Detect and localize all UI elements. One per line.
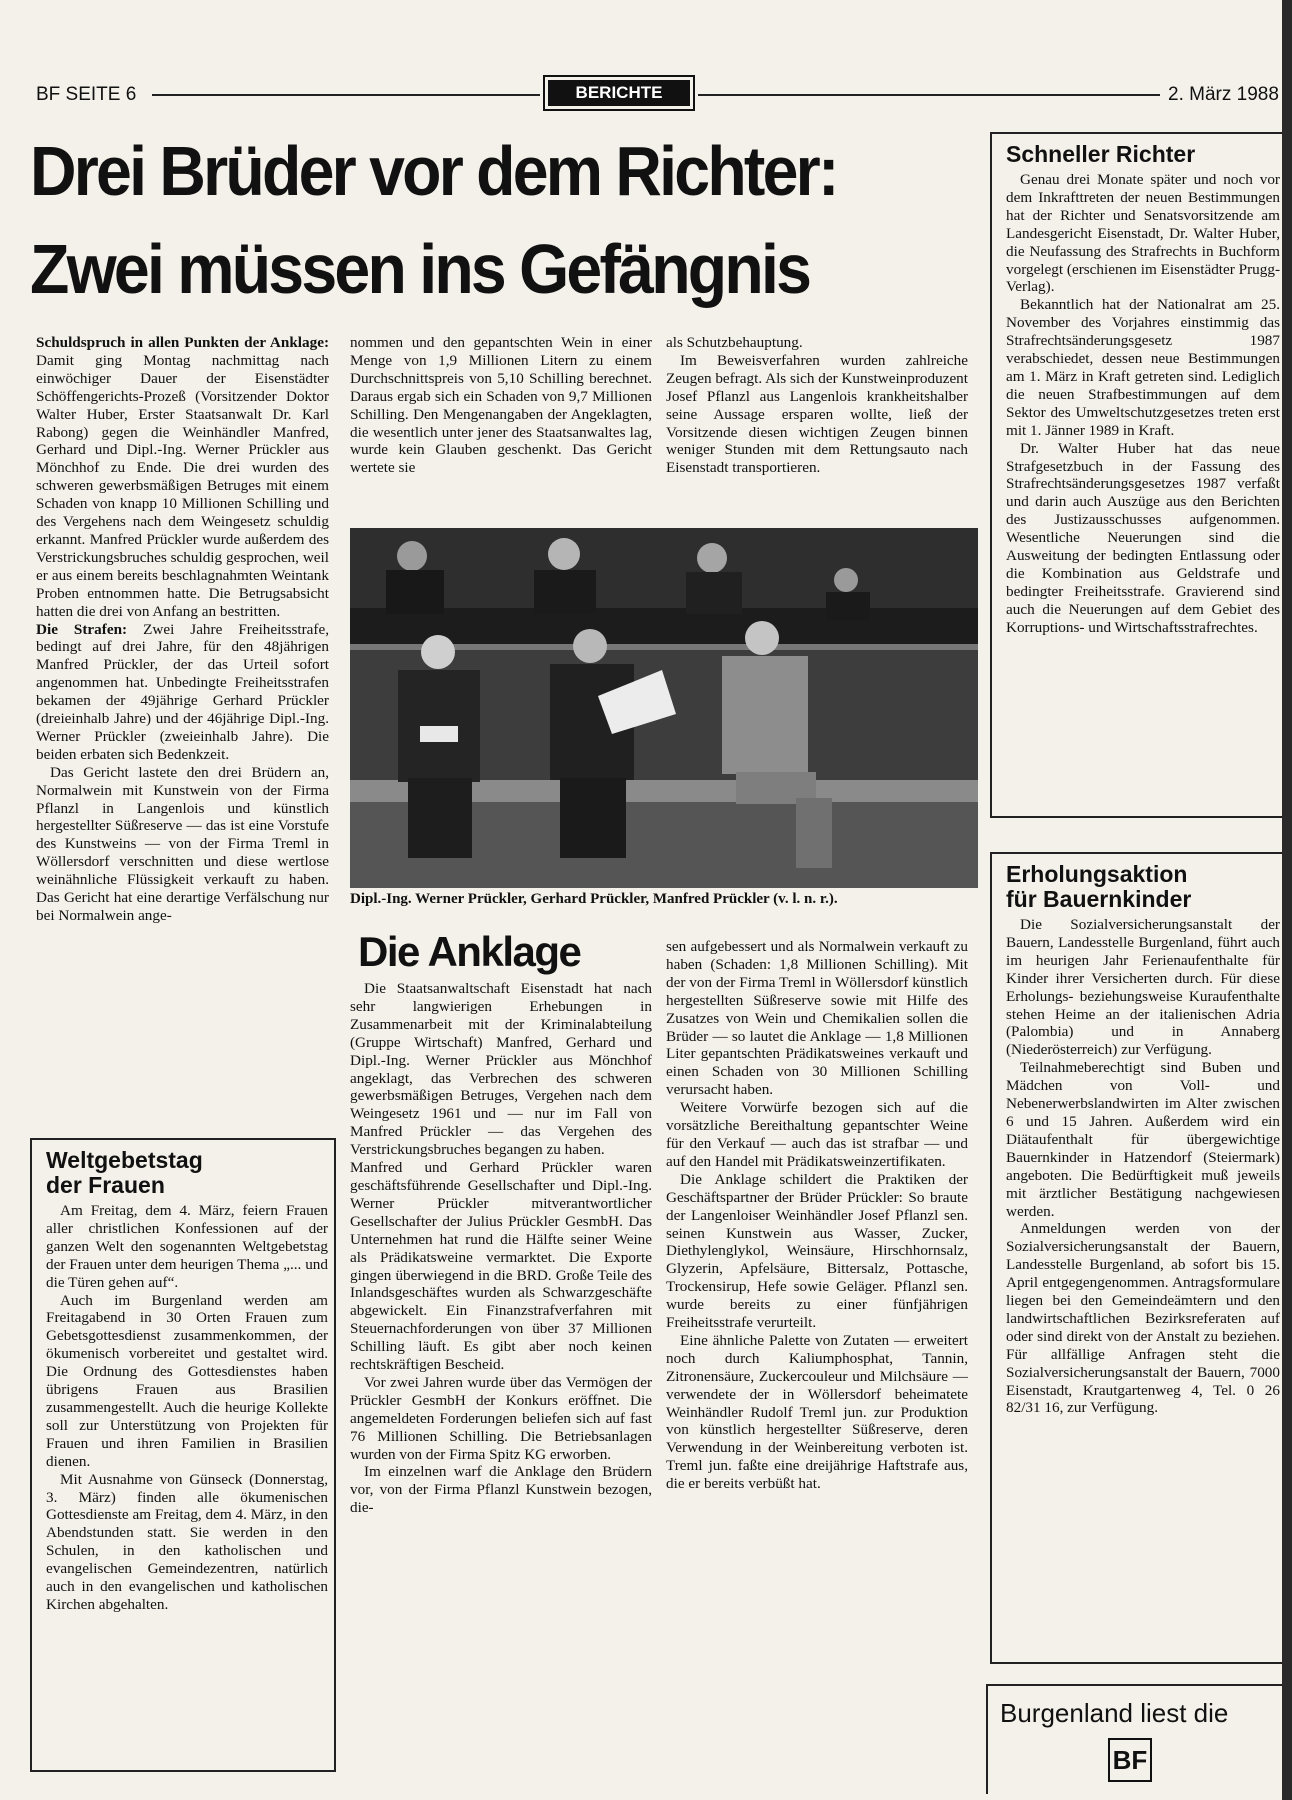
box-paragraph: Dr. Walter Huber hat das neue Strafgesetzbuch in der Fassung des Strafrechtsänderungsgesetzes 1987 verfaßt und darin auch Auszüge aus den Berichten des Justizausschusses aufgenommen. Wesentliche Neuerungen sind die Ausweitung der bedingten Entlassung oder die Kombination aus Geldstrafe und bedingter Freiheitsstrafe. Gravierend sind auch die Neuerungen auf dem Gebiet des Korruptions- und Wirtschaftsstrafrechtes. — [1006, 439, 1280, 636]
box-paragraph: Die Sozialversicherungsanstalt der Bauern, Landesstelle Burgenland, führt auch im heurigen Jahr Ferienaufenthalte für Kinder ihrer Versicherten durch. Für diese Erholungs- beziehungsweise Kuraufenthalte stehen Heime an der italienischen Adria (Palombia) und in Annaberg (Niederösterreich) zur Verfügung. — [1006, 916, 1280, 1059]
article-paragraph: Eine ähnliche Palette von Zutaten — erweitert noch durch Kaliumphosphat, Tannin, Zitronensäure, Zuckercouleur und Milchsäure — verwendete der in Wöllersdorf beheimatete Weinhändler Rudolf Treml jun. zur Produktion von künstlich hergestellter Süßreserve, deren Verwendung in der Weinbereitung verboten ist. Treml jun. faßte eine dreijährige Haftstrafe aus, die er bereits verbüßt hat. — [666, 1331, 968, 1493]
anklage-title: Die Anklage — [358, 928, 581, 975]
issue-date: 2. März 1988 — [1168, 84, 1279, 105]
anklage-column-1 — [350, 980, 652, 1517]
lead-strafen: Die Strafen: — [36, 620, 128, 638]
promo-box — [986, 1684, 1284, 1794]
article-column-2 — [350, 334, 652, 477]
article-paragraph: Die Anklage schildert die Praktiken der Geschäftspartner der Brüder Prückler: So braute der Langenloiser Weinhändler Josef Pflanzl sen. seinen Kunstwein aus Wasser, Zucker, Diethylenglykol, Weinsäure, Hirschhornsalz, Glyzerin, Apfelsäure, Bittersalz, Pottasche, Trockensirup, Hefe sowie Geläger. Pflanzl sen. wurde bereits zu einer fünfjährigen Freiheitsstrafe verurteilt. — [666, 1170, 968, 1332]
courtroom-photo-graphic — [350, 528, 978, 888]
promo-text: Burgenland liest die — [1000, 1698, 1229, 1728]
lead-intro: Schuldspruch in allen Punkten der Anklage: — [36, 334, 329, 351]
page-edge — [1282, 0, 1292, 1800]
article-column-3 — [666, 334, 968, 477]
schneller-richter-title: Schneller Richter — [1006, 141, 1196, 167]
article-paragraph: Die Staatsanwaltschaft Eisenstadt hat nach sehr langwierigen Erhebungen in Zusammenarbeit mit der Kriminalabteilung (Gruppe Wirtschaft) Manfred, Gerhard und Dipl.-Ing. Werner Prückler aus Mönchhof angeklagt, das Verbrechen des schweren gewerbsmäßigen Betruges, Vergehen nach dem Weingesetz 1961 und — nur im Fall von Manfred Prückler — das Vergehen des Verstrickungsbruches begangen zu haben. — [350, 980, 652, 1159]
section-badge: BERICHTE — [548, 80, 690, 106]
box-paragraph: Am Freitag, dem 4. März, feiern Frauen aller christlichen Konfessionen auf der ganzen Welt den sogenannten Weltgebetstag der Frauen unter dem heurigen Thema „... und die Türen gehen auf“. — [46, 1202, 328, 1291]
box-paragraph: Auch im Burgenland werden am Freitagabend in 30 Orten Frauen zum Gebetsgottesdienst zusammenkommen, der ökumenisch vorbereitet und gestaltet wird. Die Ordnung des Gottesdienstes haben übrigens Frauen aus Brasilien zusammengestellt. Auch die heurige Kollekte soll zur Unterstützung von Projekten für Frauen und ihren Familien in Brasilien dienen. — [46, 1291, 328, 1470]
bf-logo: BF — [1108, 1738, 1152, 1782]
header-rule-left — [152, 94, 540, 96]
weltgebetstag-title-1: Weltgebetstag — [46, 1147, 203, 1173]
weltgebetstag-title-2: der Frauen — [46, 1172, 165, 1198]
box-paragraph: Teilnahmeberechtigt sind Buben und Mädchen von Voll- und Nebenerwerbslandwirten im Alter zwischen 6 und 15 Jahren. Außerdem wird ein Diätaufenthalt für übergewichtige Bauernkinder in Hatzendorf (Steiermark) angeboten. Die Bedürftigkeit muß jeweils mit ärztlicher Bestätigung nachgewiesen werden. — [1006, 1059, 1280, 1220]
headline-line-2: Zwei müssen ins Gefängnis — [30, 230, 810, 308]
article-paragraph: als Schutzbehauptung. — [666, 334, 803, 351]
box-paragraph: Genau drei Monate später und noch vor dem Inkrafttreten der neuen Bestimmungen hat der Richter und Senatsvorsitzende am Landesgericht Eisenstadt, Dr. Walter Huber, die Neufassung des Strafrechts in Buchform vorgelegt (erschienen im Eisenstädter Prugg-Verlag). — [1006, 171, 1280, 296]
article-paragraph: nommen und den gepantschten Wein in einer Menge von 1,9 Millionen Litern zu einem Durchschnittspreis von 5,10 Schilling berechnet. Daraus ergab sich ein Schaden von 9,7 Millionen Schilling. Den Mengenangaben der Angeklagten, die wesentlich unter jener des Staatsanwaltes lag, wurde kein Glauben geschenkt. Das Gericht wertete sie — [350, 334, 652, 477]
erholung-title-2: für Bauernkinder — [1006, 886, 1192, 912]
erholung-title-1: Erholungsaktion — [1006, 861, 1188, 887]
article-paragraph: sen aufgebessert und als Normalwein verkauft zu haben (Schaden: 1,8 Millionen Schilling). Mit der von der Firma Treml in Wöllersdorf künstlich hergestellten Süßreserve sowie mit Hilfe des Zusatzes von Wein und Chemikalien sollen die Brüder — so lautet die Anklage — 1,8 Millionen Liter gepantschten Prädikatsweines verkauft und einen Schaden von 30 Millionen Schilling verursacht haben. — [666, 938, 968, 1099]
article-paragraph: Im Beweisverfahren wurden zahlreiche Zeugen befragt. Als sich der Kunstweinproduzent Josef Pflanzl aus Langenlois krankheitshalber seine Aussage ersparen wollte, ließ der Vorsitzende diesen wichtigen Zeugen binnen weniger Stunden mit dem Rettungsauto nach Eisenstadt transportieren. — [666, 351, 968, 477]
article-paragraph: Manfred und Gerhard Prückler waren geschäftsführende Gesellschafter und Dipl.-Ing. Werner Prückler mitverantwortlicher Gesellschafter der Julius Prückler GesmbH. Das Unternehmen hat rund die Hälfte seiner Weine als Prädikatsweine vermarktet. Die Exporte gingen überwiegend in die BRD. Große Teile des Inlandsgeschäftes wurden als Schwarzgeschäfte abgewickelt. Ein Finanzstrafverfahren mit Steuernachforderungen von über 37 Millionen Schilling läuft. Es gibt aber noch keinen rechtskräftigen Bescheid. — [350, 1159, 652, 1374]
anklage-column-2 — [666, 938, 968, 1493]
schneller-richter-box — [990, 132, 1284, 818]
article-paragraph: Damit ging Montag nachmittag nach einwöchiger Dauer der Eisenstädter Schöffengerichts-Prozeß (Vorsitzender Doktor Walter Huber, Erster Staatsanwalt Dr. Karl Rabong) gegen die Weinhändler Manfred, Gerhard und Dipl.-Ing. Werner Prückler aus Mönchhof zu Ende. Die drei wurden des schweren gewerbsmäßigen Betruges mit einem Schaden von knapp 10 Millionen Schilling und des Vergehens nach dem Weingesetz schuldig erkannt. Manfred Prückler wurde außerdem des Verstrickungsbruches schuldig gesprochen, weil er aus einem bereits beschlagnahmten Weintank Proben entnommen hatte. Die Betrugsabsicht hatten die drei von Anfang an bestritten. — [36, 351, 329, 620]
article-paragraph: Im einzelnen warf die Anklage den Brüdern vor, von der Firma Pflanzl Kunstwein bezogen, die- — [350, 1463, 652, 1517]
header-rule-right — [698, 94, 1160, 96]
courtroom-photo — [350, 528, 978, 888]
photo-caption: Dipl.-Ing. Werner Prückler, Gerhard Prückler, Manfred Prückler (v. l. n. r.). — [350, 891, 838, 907]
article-paragraph: Vor zwei Jahren wurde über das Vermögen der Prückler GesmbH der Konkurs eröffnet. Die angemeldeten Forderungen beliefen sich auf fast 76 Millionen Schilling. Die Betriebsanlagen wurden von der Firma Spitz KG erworben. — [350, 1373, 652, 1463]
box-paragraph: Bekanntlich hat der Nationalrat am 25. November des Vorjahres einstimmig das Strafrechtsänderungsgesetz 1987 verabschiedet, dessen neue Bestimmungen am 1. März in Kraft getreten sind. Lediglich die neuen Strafbestimmungen auf dem Sektor des Umweltschutzgesetzes treten erst mit 1. Jänner 1989 in Kraft. — [1006, 296, 1280, 439]
page-label: BF SEITE 6 — [36, 84, 137, 105]
article-paragraph: Weitere Vorwürfe bezogen sich auf die vorsätzliche Bereithaltung gepantschter Weine für den Verkauf — auch das ist strafbar — und auf den Handel mit Prädikatsweinzertifikaten. — [666, 1099, 968, 1170]
weltgebetstag-box — [30, 1138, 336, 1772]
article-paragraph: Zwei Jahre Freiheitsstrafe, bedingt auf drei Jahre, für den 48jährigen Manfred Prückler, der das Urteil sofort angenommen hat. Unbedingte Freiheitsstrafen bekamen der 49jährige Gerhard Prückler (dreieinhalb Jahre) und der 46jährige Dipl.-Ing. Werner Prückler (zweieinhalb Jahre). Die beiden erbaten sich Bedenkzeit. — [36, 620, 329, 763]
article-column-1 — [36, 334, 329, 925]
headline-line-1: Drei Brüder vor dem Richter: — [30, 132, 837, 210]
article-paragraph: Das Gericht lastete den drei Brüdern an, Normalwein mit Kunstwein von der Firma Pflanzl in Langenlois und künstlich hergestellter Süßreserve — das ist eine Vorstufe des Kunstweins — von der Firma Treml in Wöllersdorf verschnitten und diese wertlose weinähnliche Flüssigkeit verkauft zu haben. Das Gericht hat eine derartige Verfälschung nur bei Normalwein ange- — [36, 763, 329, 924]
erholungsaktion-box — [990, 852, 1284, 1664]
box-paragraph: Mit Ausnahme von Günseck (Donnerstag, 3. März) finden alle ökumenischen Gottesdienste am Freitag, dem 4. März, in den Abendstunden statt. Sie werden in den Schulen, in den katholischen und evangelischen Gemeindezentren, natürlich auch in den evangelischen und katholischen Kirchen abgehalten. — [46, 1470, 328, 1613]
box-paragraph: Anmeldungen werden von der Sozialversicherungsanstalt der Bauern, Landesstelle Burgenland, ab sofort bis 15. April entgegengenommen. Antragsformulare liegen bei den Gemeindeämtern und den landwirtschaftlichen Bezirksreferaten auf oder sind direkt von der Anstalt zu beziehen. Für allfällige Anfragen steht die Sozialversicherungsanstalt der Bauern, 7000 Eisenstadt, Krautgartenweg 4, Tel. 0 26 82/31 16, zur Verfügung. — [1006, 1220, 1280, 1417]
